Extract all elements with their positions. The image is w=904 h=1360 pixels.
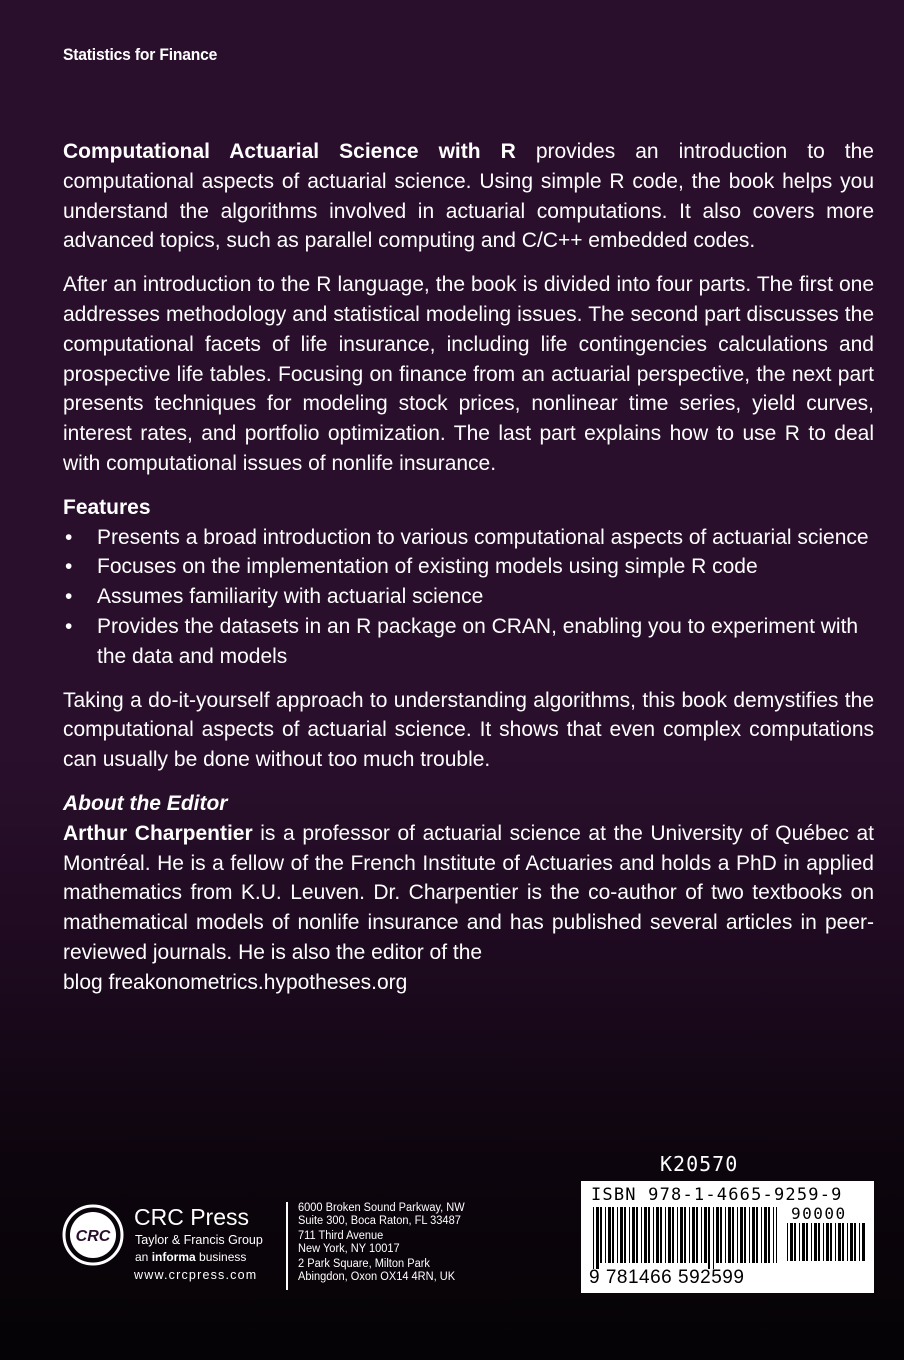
divider	[286, 1202, 288, 1290]
barcode-bar	[713, 1207, 714, 1269]
about-heading: About the Editor	[63, 791, 228, 815]
barcode-box	[581, 1181, 874, 1293]
series-label: Statistics for Finance	[63, 45, 218, 64]
barcode-bar	[749, 1207, 750, 1263]
barcode-bar	[593, 1207, 594, 1269]
barcode-bar	[641, 1207, 642, 1263]
barcode-bar	[744, 1207, 746, 1263]
catalog-code: K20570	[660, 1152, 739, 1176]
barcode-bar	[850, 1223, 853, 1261]
addon-barcode-icon	[787, 1223, 865, 1267]
barcode-bar	[814, 1223, 817, 1261]
barcode-bar	[689, 1207, 690, 1263]
barcode-bar	[811, 1223, 812, 1261]
barcode-bar	[620, 1207, 623, 1263]
barcode-bar	[835, 1223, 836, 1261]
barcode-bar	[677, 1207, 678, 1263]
barcode-icon	[593, 1207, 777, 1269]
barcode-bar	[847, 1223, 848, 1261]
barcode-bar	[802, 1223, 805, 1261]
barcode-bar	[799, 1223, 800, 1261]
barcode-bar	[672, 1207, 674, 1263]
barcode-bar	[725, 1207, 726, 1263]
publisher-url: www.crcpress.com	[134, 1268, 258, 1282]
barcode-bar	[776, 1207, 777, 1263]
editor-name: Arthur Charpentier	[63, 821, 253, 845]
barcode-bar	[740, 1207, 743, 1263]
barcode-bar	[668, 1207, 671, 1263]
barcode-bar	[756, 1207, 758, 1263]
barcode-bar	[732, 1207, 734, 1263]
barcode-bar	[823, 1223, 824, 1261]
barcode-bar	[716, 1207, 719, 1263]
features-heading: Features	[63, 495, 151, 519]
address-line: Suite 300, Boca Raton, FL 33487	[298, 1214, 461, 1227]
address-line: 2 Park Square, Milton Park	[298, 1258, 430, 1270]
publisher-group: Taylor & Francis Group	[135, 1233, 263, 1247]
barcode-bar	[768, 1207, 770, 1263]
barcode-bar	[596, 1207, 599, 1269]
address-line: Abingdon, Oxon OX14 4RN, UK	[298, 1270, 456, 1283]
editor-bio	[63, 819, 874, 968]
publisher-block	[62, 1200, 522, 1300]
barcode-bar	[708, 1207, 710, 1269]
barcode-bar	[629, 1207, 630, 1263]
barcode-bar	[701, 1207, 702, 1263]
barcode-bar	[826, 1223, 829, 1261]
barcode-bar	[660, 1207, 662, 1263]
feature-item: • Assumes familiarity with actuarial science	[63, 582, 874, 612]
barcode-bar	[648, 1207, 650, 1263]
barcode-bar	[696, 1207, 698, 1263]
barcode-bar	[859, 1223, 860, 1261]
barcode-bar	[737, 1207, 738, 1263]
editor-bio-last-line: blog freakonometrics.hypotheses.org	[63, 970, 408, 994]
barcode-bar	[790, 1223, 793, 1261]
barcode-bar	[794, 1223, 796, 1261]
barcode-bar	[764, 1207, 767, 1263]
barcode-bar	[761, 1207, 762, 1263]
barcode-bar	[680, 1207, 683, 1263]
parts-paragraph: After an introduction to the R language, the book is divided into four parts. The first one addresses methodology and statistical modeling issues. The second part discusses the computational facets of life insurance, including life contingencies calculations and prospective life tables. Focusing on finance from an actuarial perspective, the next part presents techniques for modeling stock prices, nonlinear time series, yield curves, interest rates, and portfolio optimization. The last part explains how to use R to deal with computational issues of nonlife insurance.	[63, 273, 874, 475]
barcode-bar	[608, 1207, 611, 1263]
ean-number: 9 781466 592599	[589, 1267, 745, 1288]
publisher-name: CRC Press	[134, 1204, 250, 1230]
barcode-bar	[752, 1207, 755, 1263]
barcode-bar	[684, 1207, 686, 1263]
barcode-bar	[617, 1207, 618, 1263]
barcode-bar	[862, 1223, 865, 1261]
editor-bio-text: is a professor of actuarial science at the University of Québec at Montréal. He is a fellow of the French Institute of Actuaries and holds a PhD in applied mathematics from K.U. Leuven. Dr. Charpentier is the co-author of two textbooks on mathematical models of nonlife insurance and has published several articles in peer-reviewed journals. He is also the editor of the	[63, 821, 874, 964]
crc-logo-icon	[62, 1204, 124, 1266]
barcode-bar	[656, 1207, 659, 1263]
price-code: 90000	[791, 1204, 847, 1223]
address-line: 711 Third Avenue	[298, 1230, 384, 1242]
crc-logo-text: CRC	[75, 1228, 111, 1245]
barcode-bar	[692, 1207, 695, 1263]
barcode-bar	[728, 1207, 731, 1263]
barcode-bar	[612, 1207, 614, 1263]
barcode-bar	[704, 1207, 707, 1263]
features-list	[63, 523, 874, 672]
address-line: 6000 Broken Sound Parkway, NW	[298, 1202, 465, 1214]
barcode-bar	[830, 1223, 832, 1261]
barcode-bar	[600, 1207, 602, 1263]
barcode-bar	[720, 1207, 722, 1263]
barcode-bar	[665, 1207, 666, 1263]
barcode-bar	[854, 1223, 856, 1261]
intro-text: provides an introduction to the computational aspects of actuarial science. Using simple R code, the book helps you understand the algorithms involved in actuarial computations. It also covers more advanced topics, such as parallel computing and C/C++ embedded codes.	[63, 140, 874, 253]
book-title: Computational Actuarial Science with R	[63, 140, 516, 163]
barcode-bar	[636, 1207, 638, 1263]
barcode-bar	[653, 1207, 654, 1263]
barcode-bar	[787, 1223, 788, 1261]
barcode-bar	[773, 1207, 774, 1263]
back-cover-text	[63, 137, 874, 998]
barcode-bar	[842, 1223, 844, 1261]
publisher-business: an informa business	[135, 1250, 247, 1264]
isbn-text: ISBN 978-1-4665-9259-9	[591, 1185, 843, 1205]
intro-paragraph	[63, 137, 874, 256]
address-line: New York, NY 10017	[298, 1242, 400, 1255]
barcode-bar	[644, 1207, 647, 1263]
barcode-bar	[806, 1223, 808, 1261]
barcode-bar	[605, 1207, 606, 1263]
barcode-bar	[818, 1223, 820, 1261]
barcode-bar	[624, 1207, 626, 1263]
feature-item: • Presents a broad introduction to various computational aspects of actuarial science	[63, 523, 874, 553]
barcode-bar	[632, 1207, 635, 1263]
approach-paragraph: Taking a do-it-yourself approach to understanding algorithms, this book demystifies the computational aspects of actuarial science. It shows that even complex computations can usually be done without too much trouble.	[63, 688, 874, 772]
barcode-bar	[838, 1223, 841, 1261]
feature-item: • Provides the datasets in an R package on CRAN, enabling you to experiment with the data and models	[63, 612, 874, 672]
publisher-addresses	[298, 1202, 465, 1283]
feature-item: • Focuses on the implementation of existing models using simple R code	[63, 552, 874, 582]
